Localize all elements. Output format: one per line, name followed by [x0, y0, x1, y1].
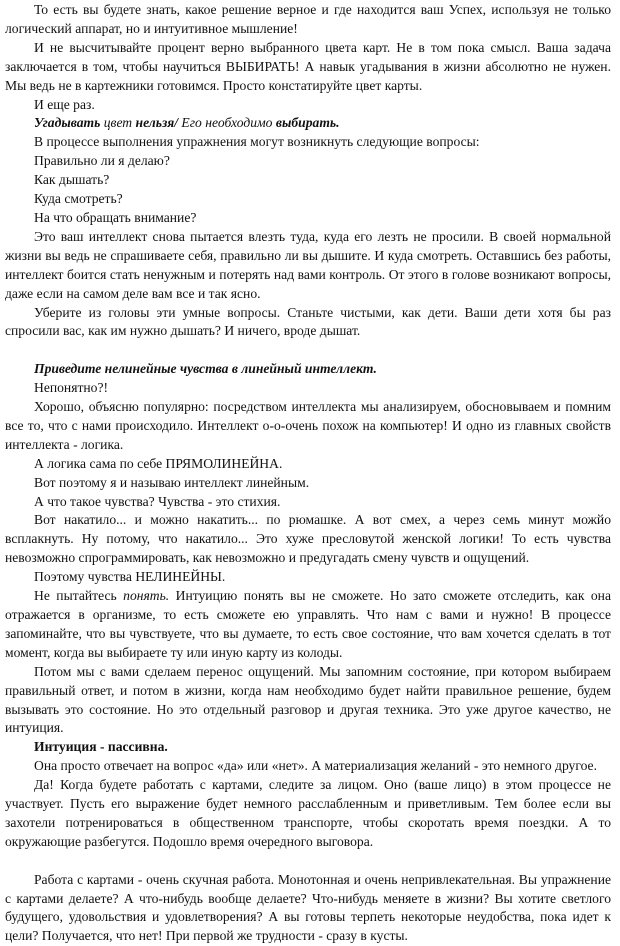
emphasis-line: [5, 114, 611, 133]
blank-line: [5, 852, 611, 871]
emphasis-guess: Угадывать: [34, 115, 101, 131]
paragraph-1: То есть вы будете знать, какое решение верное и где находится ваш Успех, используя не только логический аппарат, но и интуитивное мышление!: [5, 2, 611, 36]
section-heading-intuition: Интуиция - пассивна.: [34, 739, 168, 755]
paragraph-15: А логика сама по себе ПРЯМОЛИНЕЙНА.: [34, 455, 283, 471]
paragraph-10: Это ваш интеллект снова пытается влезть туда, куда его лезть не просили. В своей нормальной жизни вы ведь не спрашиваете себя, правильно ли вы дышите. И куда смотреть. Оставшись без работы, интеллект боится стать ненужным и потерять над вами контроль. От этого в голове возникают вопросы, даже если на самом деле вам все и так ясно.: [5, 228, 611, 301]
emphasis-forbidden: нельзя/: [135, 115, 179, 131]
question-1: Правильно ли я делаю?: [34, 153, 170, 169]
paragraph-23: Она просто отвечает на вопрос «да» или «нет». А материализация желаний - это немного другое.: [34, 758, 597, 774]
question-2: Как дышать?: [34, 172, 110, 188]
paragraph-25: Работа с картами - очень скучная работа. Монотонная и очень непривлекательная. Вы упражнение с картами делаете? А что-нибудь вообще делаете? Что-нибудь меняете в жизни? Вы хотите светлого будущего, удовольствия и удовлетворения? А вы готовы терпеть некоторые неудобства, пока идет к цели? Получается, что нет! При первой же трудности - сразу в кусты.: [5, 871, 611, 944]
blank-line: [5, 341, 611, 360]
paragraph-18: Вот накатило... и можно накатить... по рюмашке. А вот смех, а через семь минут можйо всплакнуть. Ну потому, что накатило... Это хуже пресловутой женской логики! То есть чувства невозможно спрограммировать, как невозможно и предугадать смену чувств и ощущений.: [5, 512, 611, 566]
emphasis-color: цвет: [100, 115, 136, 131]
paragraph-2: И не высчитывайте процент верно выбранного цвета карт. Не в том пока смысл. Ваша задача заключается в том, чтобы научиться ВЫБИРАТЬ! А навык угадывания в жизни абсолютно не нужен. Мы ведь не в картежники готовимся. Просто констатируйте цвет карты.: [5, 39, 611, 93]
paragraph-24: Да! Когда будете работать с картами, следите за лицом. Оно (ваше лицо) в этом процессе не участвует. Пусть его выражение будет немного расслабленным и приветливым. Тем более если вы захотели потренироваться в общественном транспорте, чтобы скоротать время поездки. А то окружающие разбегутся. Подошло время очередного выговора.: [5, 777, 611, 849]
paragraph-5: В процессе выполнения упражнения могут возникнуть следующие вопросы:: [34, 134, 480, 150]
paragraph-19: Поэтому чувства НЕЛИНЕЙНЫ.: [34, 569, 226, 585]
paragraph-3: И еще раз.: [34, 96, 95, 112]
p20-understand: понять.: [123, 588, 170, 604]
question-3: Куда смотреть?: [34, 191, 123, 207]
paragraph-17: А что такое чувства? Чувства - это стихия.: [34, 493, 281, 509]
paragraph-11: Уберите из головы эти умные вопросы. Станьте чистыми, как дети. Ваши дети хотя бы раз спросили вас, как им нужно дышать? И ничего, вроде дышат.: [5, 304, 611, 339]
p20-lead: Не пытайтесь: [34, 588, 124, 604]
p20-rest: Интуицию понять вы не сможете. Но зато сможете отследить, как она отражается в организме, то есть сможете ею управлять. Что нам с вами и нужно! В процессе запоминайте, что вы чувствуете, что вы думаете, то есть свое состояние, что вам хочется сделать в тот момент, когда вы выбираете ту или иную карту из колоды.: [5, 588, 611, 660]
paragraph-20: [5, 587, 611, 663]
section-heading-nonlinear: Приведите нелинейные чувства в линейный интеллект.: [34, 361, 377, 377]
emphasis-must: Его необходимо: [178, 115, 276, 131]
paragraph-13: Непонятно?!: [34, 380, 109, 396]
paragraph-21: Потом мы с вами сделаем перенос ощущений. Мы запомним состояние, при котором выбираем правильный ответ, и потом в жизни, когда нам необходимо будет найти правильное решение, будем вызывать это состояние. Но это отдельный разговор и другая техника. Это уже другое качество, не интуиция.: [5, 663, 611, 736]
paragraph-14: Хорошо, объясню популярно: посредством интеллекта мы анализируем, обосновываем и помним все то, что с нами происходило. Интеллект о-о-очень похож на компьютер! И одно из главных свойств интеллекта - логика.: [5, 399, 611, 452]
emphasis-choose: выбирать.: [275, 115, 340, 131]
question-4: На что обращать внимание?: [34, 209, 197, 225]
paragraph-16: Вот поэтому я и называю интеллект линейным.: [34, 474, 310, 490]
